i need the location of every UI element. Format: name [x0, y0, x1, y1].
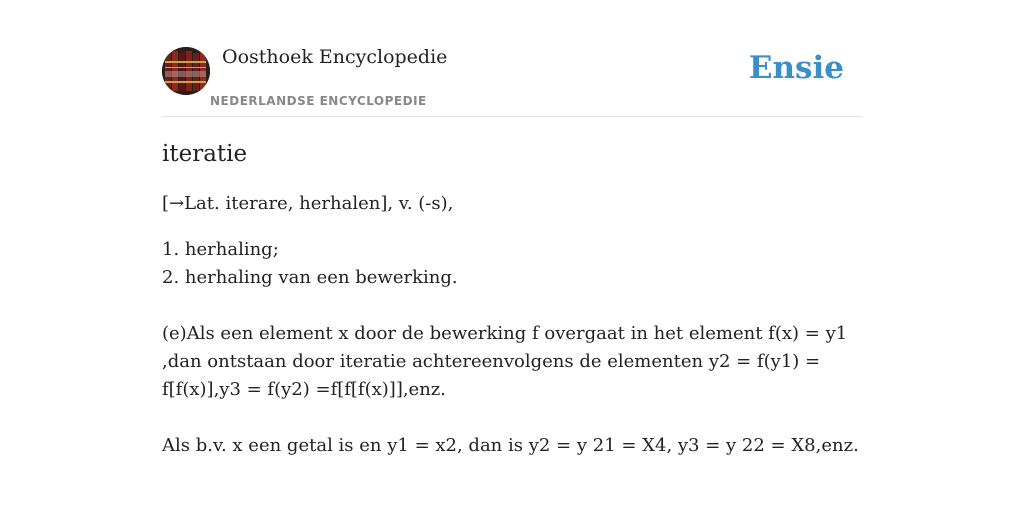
body-paragraph: (e)Als een element x door de bewerking f overgaat in het element f(x) = y1 ,dan ontstaan door iteratie achtereenvolgens de elementen y2 = f(y1) = f[f(x)],y3 = f(y2) =f[f[f(x)]],enz. — [162, 323, 848, 400]
site-subtitle: NEDERLANDSE ENCYCLOPEDIE — [210, 94, 427, 108]
encyclopedia-books-icon[interactable] — [162, 47, 210, 95]
definition-list — [162, 236, 862, 292]
entry-content — [162, 138, 862, 488]
body-paragraph: Als b.v. x een getal is en y1 = x2, dan is y2 = y 21 = X4, y3 = y 22 = X8,enz. — [162, 435, 859, 456]
site-header — [162, 46, 862, 117]
definition-item: 1. herhaling; — [162, 239, 279, 260]
site-name-link[interactable]: Oosthoek Encyclopedie — [222, 46, 448, 68]
ensie-logo-link[interactable]: Ensie — [748, 50, 844, 86]
entry-etymology: [→Lat. iterare, herhalen], v. (-s), — [162, 193, 454, 214]
definition-item: 2. herhaling van een bewerking. — [162, 267, 458, 288]
entry-title: iteratie — [162, 141, 248, 167]
